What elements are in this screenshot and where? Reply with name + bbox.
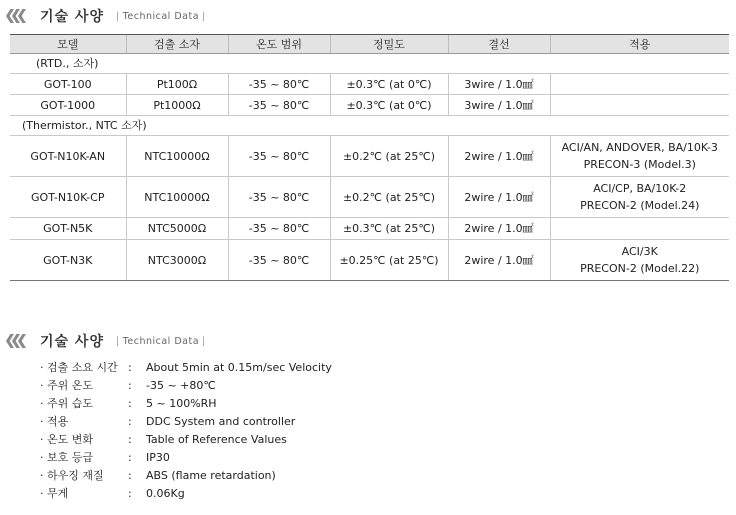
cell-wiring: 3wire / 1.0㎟ (448, 74, 550, 95)
table-row (10, 95, 729, 116)
cell-application (550, 240, 729, 281)
spec-colon: : (128, 468, 132, 482)
cell-sensor: NTC10000Ω (126, 136, 228, 177)
application-line: PRECON-2 (Model.24) (580, 199, 700, 212)
header-wiring: 결선 (448, 35, 550, 54)
cell-temp-range: -35 ~ 80℃ (228, 136, 330, 177)
cell-sensor: Pt100Ω (126, 74, 228, 95)
cell-accuracy: ±0.25℃ (at 25℃) (330, 240, 448, 281)
spec-label: · 하우징 재질 (40, 469, 104, 482)
spec-label: · 무게 (40, 487, 69, 500)
cell-wiring: 2wire / 1.0㎟ (448, 240, 550, 281)
application-line: PRECON-2 (Model.22) (580, 262, 700, 275)
cell-accuracy: ±0.3℃ (at 0℃) (330, 74, 448, 95)
cell-model: GOT-N10K-AN (10, 136, 126, 177)
cell-accuracy: ±0.2℃ (at 25℃) (330, 136, 448, 177)
cell-application (550, 74, 729, 95)
table-row (10, 218, 729, 240)
spec-item (40, 412, 332, 430)
cell-accuracy: ±0.3℃ (at 25℃) (330, 218, 448, 240)
cell-wiring: 2wire / 1.0㎟ (448, 136, 550, 177)
application-line: ACI/CP, BA/10K-2 (593, 182, 687, 195)
section-title: 기술 사양 (40, 334, 104, 350)
cell-sensor: Pt1000Ω (126, 95, 228, 116)
spec-value: DDC System and controller (146, 414, 296, 428)
spec-item (40, 394, 332, 412)
spec-item (40, 448, 332, 466)
group-label: (RTD., 소자) (10, 54, 729, 74)
table-row (10, 177, 729, 218)
application-line: ACI/3K (621, 245, 658, 258)
triple-chevron-icon (6, 334, 28, 348)
spec-colon: : (128, 432, 132, 446)
section-subtitle: | Technical Data | (115, 335, 206, 347)
spec-colon: : (128, 396, 132, 410)
spec-value: -35 ~ +80℃ (146, 378, 216, 392)
cell-sensor: NTC5000Ω (126, 218, 228, 240)
cell-model: GOT-100 (10, 74, 126, 95)
section-subtitle: | Technical Data | (115, 10, 206, 22)
spec-label: · 보호 등급 (40, 451, 93, 464)
group-row-rtd (10, 54, 729, 74)
spec-colon: : (128, 450, 132, 464)
spec-value: ABS (flame retardation) (146, 468, 276, 482)
header-sensor: 검출 소자 (126, 35, 228, 54)
cell-temp-range: -35 ~ 80℃ (228, 95, 330, 116)
section-header-technical-data (6, 6, 209, 26)
spec-item (40, 430, 332, 448)
cell-model: GOT-N5K (10, 218, 126, 240)
cell-model: GOT-N10K-CP (10, 177, 126, 218)
application-line: ACI/AN, ANDOVER, BA/10K-3 (561, 141, 718, 154)
cell-application (550, 218, 729, 240)
spec-label: · 주위 온도 (40, 379, 93, 392)
cell-sensor: NTC3000Ω (126, 240, 228, 281)
spec-item (40, 376, 332, 394)
spec-value: About 5min at 0.15m/sec Velocity (146, 360, 332, 374)
cell-accuracy: ±0.3℃ (at 0℃) (330, 95, 448, 116)
header-temp-range: 온도 범위 (228, 35, 330, 54)
cell-temp-range: -35 ~ 80℃ (228, 218, 330, 240)
spec-value: IP30 (146, 450, 170, 464)
cell-model: GOT-1000 (10, 95, 126, 116)
cell-sensor: NTC10000Ω (126, 177, 228, 218)
section-title: 기술 사양 (40, 9, 104, 25)
spec-label: · 적용 (40, 415, 69, 428)
cell-wiring: 2wire / 1.0㎟ (448, 218, 550, 240)
spec-item (40, 466, 332, 484)
group-label: (Thermistor., NTC 소자) (10, 116, 729, 136)
spec-colon: : (128, 378, 132, 392)
spec-list (40, 358, 332, 502)
cell-temp-range: -35 ~ 80℃ (228, 177, 330, 218)
spec-value: 0.06Kg (146, 486, 185, 500)
spec-label: · 검출 소요 시간 (40, 361, 118, 374)
spec-label: · 온도 변화 (40, 433, 93, 446)
cell-model: GOT-N3K (10, 240, 126, 281)
cell-application (550, 177, 729, 218)
spec-colon: : (128, 360, 132, 374)
spec-colon: : (128, 414, 132, 428)
section-header-technical-data-2 (6, 331, 209, 351)
header-application: 적용 (550, 35, 729, 54)
spec-colon: : (128, 486, 132, 500)
cell-application (550, 95, 729, 116)
cell-application (550, 136, 729, 177)
application-line: PRECON-3 (Model.3) (583, 158, 696, 171)
cell-temp-range: -35 ~ 80℃ (228, 74, 330, 95)
cell-wiring: 3wire / 1.0㎟ (448, 95, 550, 116)
spec-value: Table of Reference Values (146, 432, 287, 446)
spec-item (40, 484, 332, 502)
spec-table (10, 34, 729, 281)
table-row (10, 136, 729, 177)
header-accuracy: 정밀도 (330, 35, 448, 54)
cell-accuracy: ±0.2℃ (at 25℃) (330, 177, 448, 218)
spec-item (40, 358, 332, 376)
group-row-thermistor (10, 116, 729, 136)
cell-wiring: 2wire / 1.0㎟ (448, 177, 550, 218)
header-model: 모델 (10, 35, 126, 54)
spec-label: · 주위 습도 (40, 397, 93, 410)
triple-chevron-icon (6, 9, 28, 23)
table-header-row (10, 35, 729, 54)
table-row (10, 74, 729, 95)
cell-temp-range: -35 ~ 80℃ (228, 240, 330, 281)
spec-value: 5 ~ 100%RH (146, 396, 217, 410)
table-row (10, 240, 729, 281)
